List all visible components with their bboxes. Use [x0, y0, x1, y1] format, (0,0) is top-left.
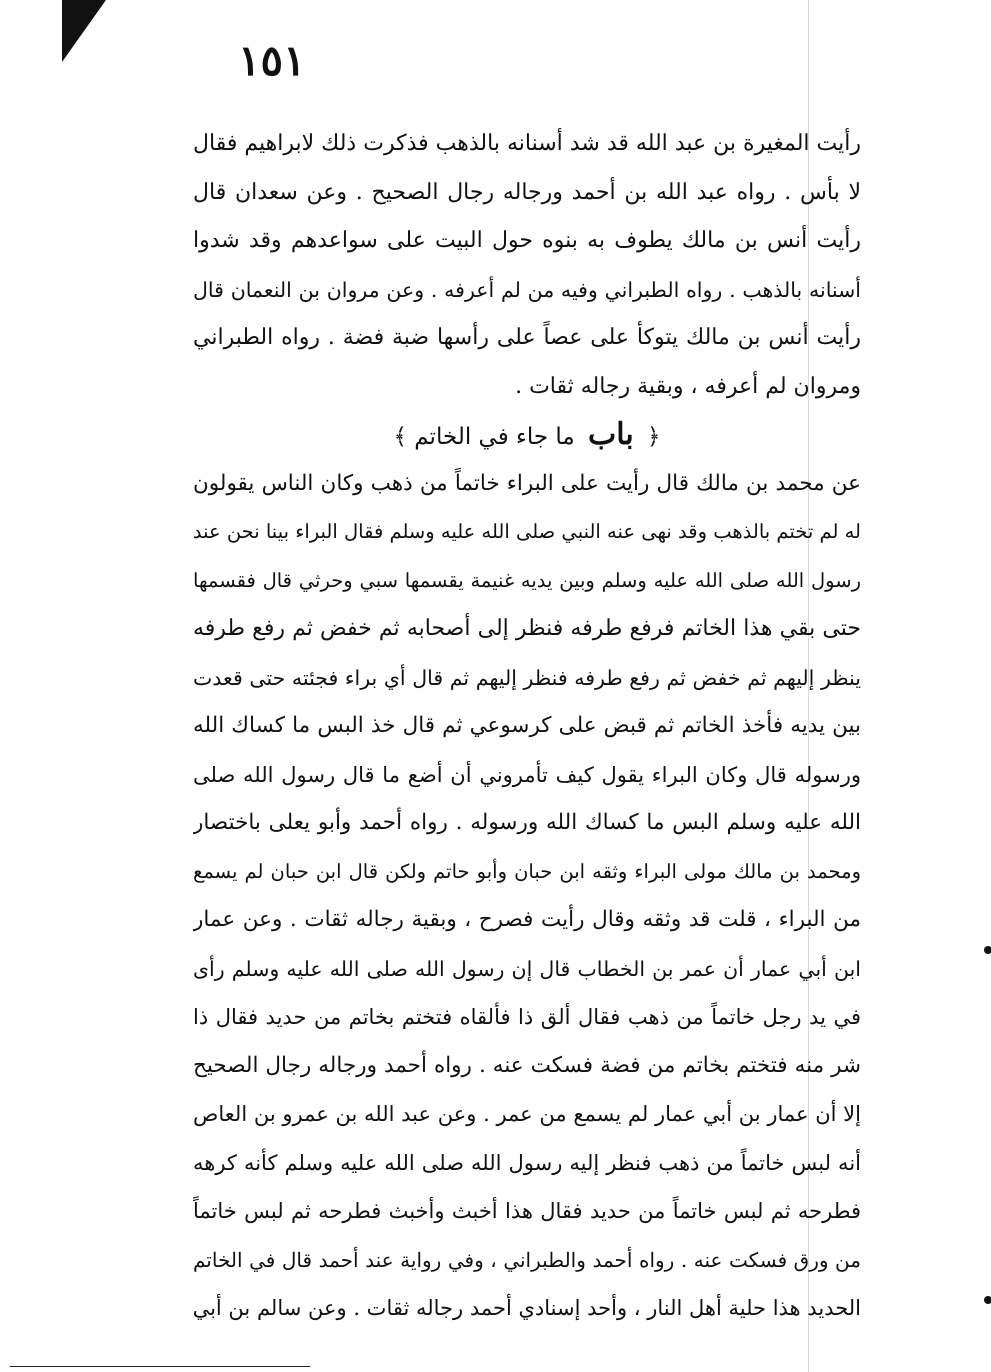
text-line: رأيت المغيرة بن عبد الله قد شد أسنانه بالذهب فذكرت ذلك لابراهيم فقال — [193, 131, 861, 156]
section-heading — [193, 411, 861, 460]
text-line: لا بأس . رواه عبد الله بن أحمد ورجاله رجال الصحيح . وعن سعدان قال — [193, 179, 861, 205]
heading-title: ما جاء في الخاتم — [414, 424, 575, 450]
scan-bottom-rule — [10, 1366, 310, 1367]
text-line: ومحمد بن مالك مولى البراء وثقه ابن حبان وأبو حاتم ولكن قال ابن حبان لم يسمع — [193, 859, 861, 883]
text-line: الله عليه وسلم البس ما كساك الله ورسوله . رواه أحمد وأبو يعلى باختصار — [193, 810, 861, 835]
text-line: أسنانه بالذهب . رواه الطبراني وفيه من لم أعرفه . وعن مروان بن النعمان قال — [193, 277, 861, 302]
text-line: رأيت أنس بن مالك يطوف به بنوه حول البيت على سواعدهم وقد شدوا — [193, 228, 861, 253]
text-line: أنه لبس خاتماً من ذهب فنظر إليه رسول الله صلى الله عليه وسلم كأنه كرهه — [193, 1150, 861, 1175]
page-body — [193, 120, 861, 1333]
scan-dot-mark — [984, 946, 991, 954]
text-line: ينظر إليهم ثم خفض ثم رفع طرفه فنظر إليهم ثم قال أي براء فجئته حتى قعدت — [193, 665, 861, 690]
text-line: ورسوله قال وكان البراء يقول كيف تأمروني أن أضع ما قال رسول الله صلى — [193, 762, 861, 787]
text-line: فطرحه ثم لبس خاتماً من حديد فقال هذا أخبث وأخبث فطرحه ثم لبس خاتماً — [193, 1199, 861, 1223]
text-line: رسول الله صلى الله عليه وسلم وبين يديه غنيمة يقسمها سبي وحرثي قال فقسمها — [193, 568, 861, 592]
text-line: ابن أبي عمار أن عمر بن الخطاب قال إن رسول الله صلى الله عليه وسلم رأى — [193, 956, 861, 981]
text-line: عن محمد بن مالك قال رأيت على البراء خاتماً من ذهب وكان الناس يقولون — [193, 470, 861, 496]
scan-dot-mark — [984, 1296, 991, 1304]
text-line: شر منه فتختم بخاتم من فضة فسكت عنه . رواه أحمد ورجاله رجال الصحيح — [193, 1052, 861, 1078]
corner-scan-mark — [62, 0, 106, 62]
text-line: في يد رجل خاتماً من ذهب فقال ألق ذا فألقاه فتختم بخاتم من حديد فقال ذا — [193, 1005, 861, 1029]
heading-bab-word: باب — [588, 417, 634, 452]
heading-open-bracket: ﴿ — [647, 424, 661, 450]
text-line: رأيت أنس بن مالك يتوكأ على عصاً على رأسها ضبة فضة . رواه الطبراني — [193, 325, 861, 350]
text-line: من ورق فسكت عنه . رواه أحمد والطبراني ، وفي رواية عند أحمد قال في الخاتم — [193, 1247, 861, 1272]
text-line: الحديد هذا حلية أهل النار ، وأحد إسنادي أحمد رجاله ثقات . وعن سالم بن أبي — [193, 1296, 861, 1320]
text-line: له لم تختم بالذهب وقد نهى عنه النبي صلى الله عليه وسلم فقال البراء بينا نحن عند — [193, 520, 861, 543]
text-line: إلا أن عمار بن أبي عمار لم يسمع من عمر . وعن عبد الله بن عمرو بن العاص — [193, 1102, 861, 1126]
text-line: ومروان لم أعرفه ، وبقية رجاله ثقات . — [515, 373, 861, 399]
text-line: بين يديه فأخذ الخاتم ثم قبض على كرسوعي ثم قال خذ البس ما كساك الله — [193, 713, 861, 738]
text-line: حتى بقي هذا الخاتم فرفع طرفه فنظر إلى أصحابه ثم خفض ثم رفع طرفه — [193, 616, 861, 641]
page-number: ١٥١ — [238, 36, 306, 85]
text-line: من البراء ، قلت قد وثقه وقال رأيت فصرح ، وبقية رجاله ثقات . وعن عمار — [193, 907, 861, 932]
heading-close-bracket: ﴾ — [393, 424, 407, 450]
